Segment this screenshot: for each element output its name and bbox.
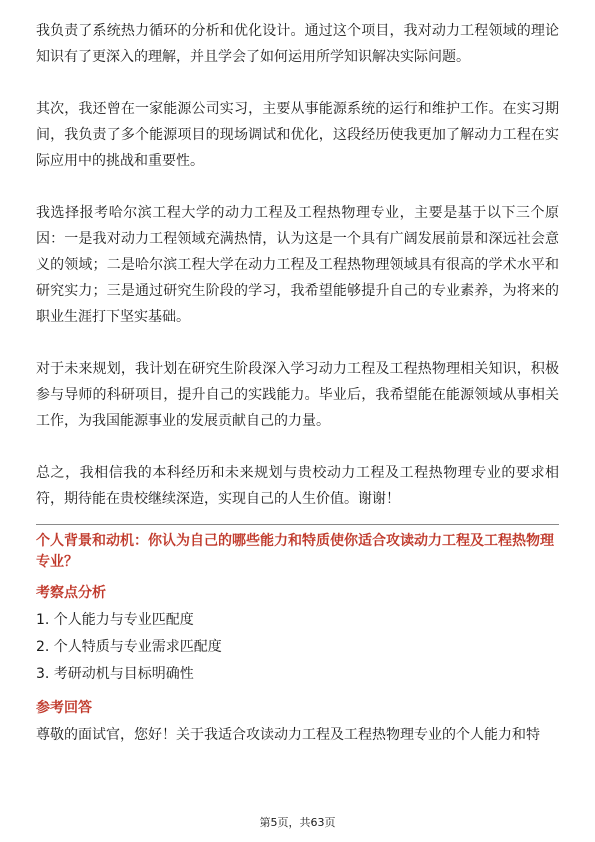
analysis-heading: 考察点分析 <box>36 585 106 601</box>
body-paragraph-2: 其次，我还曾在一家能源公司实习，主要从事能源系统的运行和维护工作。在实习期间，我负责了多个能源项目的现场调试和优化，这段经历使我更加了解动力工程在实际应用中的挑战和重要性。 <box>36 101 559 169</box>
analysis-item-3: 3. 考研动机与目标明确性 <box>36 666 194 682</box>
body-paragraph-1: 我负责了系统热力循环的分析和优化设计。通过这个项目，我对动力工程领域的理论知识有了更深入的理解，并且学会了如何运用所学知识解决实际问题。 <box>36 23 559 65</box>
section-divider <box>36 524 559 525</box>
page-number-footer: 第5页，共63页 <box>259 816 336 829</box>
paragraph-gap <box>36 330 559 356</box>
body-paragraph-4: 对于未来规划，我计划在研究生阶段深入学习动力工程及工程热物理相关知识，积极参与导师的科研项目，提升自己的实践能力。毕业后，我希望能在能源领域从事相关工作，为我国能源事业的发展贡献自己的力量。 <box>36 361 559 429</box>
answer-heading: 参考回答 <box>36 700 92 716</box>
analysis-item-1: 1. 个人能力与专业匹配度 <box>36 612 194 628</box>
interview-question: 个人背景和动机：你认为自己的哪些能力和特质使你适合攻读动力工程及工程热物理专业？ <box>36 533 554 570</box>
paragraph-gap <box>36 174 559 200</box>
body-paragraph-5: 总之，我相信我的本科经历和未来规划与贵校动力工程及工程热物理专业的要求相符，期待能在贵校继续深造，实现自己的人生价值。谢谢！ <box>36 465 559 507</box>
paragraph-gap <box>36 434 559 460</box>
answer-text: 尊敬的面试官，您好！关于我适合攻读动力工程及工程热物理专业的个人能力和特 <box>36 727 540 743</box>
paragraph-gap <box>36 70 559 96</box>
analysis-item-2: 2. 个人特质与专业需求匹配度 <box>36 639 222 655</box>
document-page <box>36 18 559 748</box>
body-paragraph-3: 我选择报考哈尔滨工程大学的动力工程及工程热物理专业，主要是基于以下三个原因：一是我对动力工程领域充满热情，认为这是一个具有广阔发展前景和深远社会意义的领域；二是哈尔滨工程大学在动力工程及工程热物理领域具有很高的学术水平和研究实力；三是通过研究生阶段的学习，我希望能够提升自己的专业素养，为将来的职业生涯打下坚实基础。 <box>36 205 559 325</box>
